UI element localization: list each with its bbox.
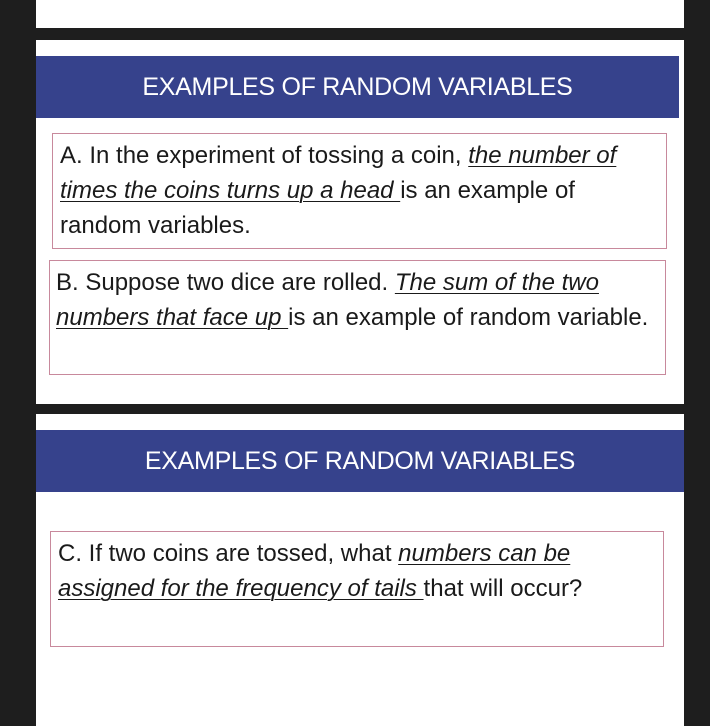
example-b-box: [49, 260, 666, 375]
example-b-prefix: B. Suppose two dice are rolled.: [56, 269, 395, 296]
slide-1: [36, 40, 684, 404]
example-c-emphasis: numbers can be assigned for the frequency of tails: [58, 540, 571, 602]
slide-1-banner: [36, 56, 679, 118]
slide-2-title: EXAMPLES OF RANDOM VARIABLES: [144, 446, 576, 475]
slide-1-title: EXAMPLES OF RANDOM VARIABLES: [142, 72, 573, 101]
previous-slide-fragment: [36, 0, 684, 28]
example-a-box: [52, 133, 667, 249]
example-c-suffix: that will occur?: [423, 575, 583, 602]
example-a-prefix: A. In the experiment of tossing a coin,: [60, 142, 469, 169]
example-c-box: [50, 531, 664, 647]
example-b-emphasis: The sum of the two numbers that face up: [56, 269, 599, 331]
example-a-suffix: is an example of random variables.: [60, 177, 575, 239]
example-c-prefix: C. If two coins are tossed, what: [58, 540, 399, 567]
example-b-suffix: is an example of random variable.: [288, 304, 649, 331]
slide-2-banner: [36, 430, 684, 492]
slide-2: [36, 414, 684, 726]
example-a-emphasis: the number of times the coins turns up a head: [60, 142, 617, 204]
